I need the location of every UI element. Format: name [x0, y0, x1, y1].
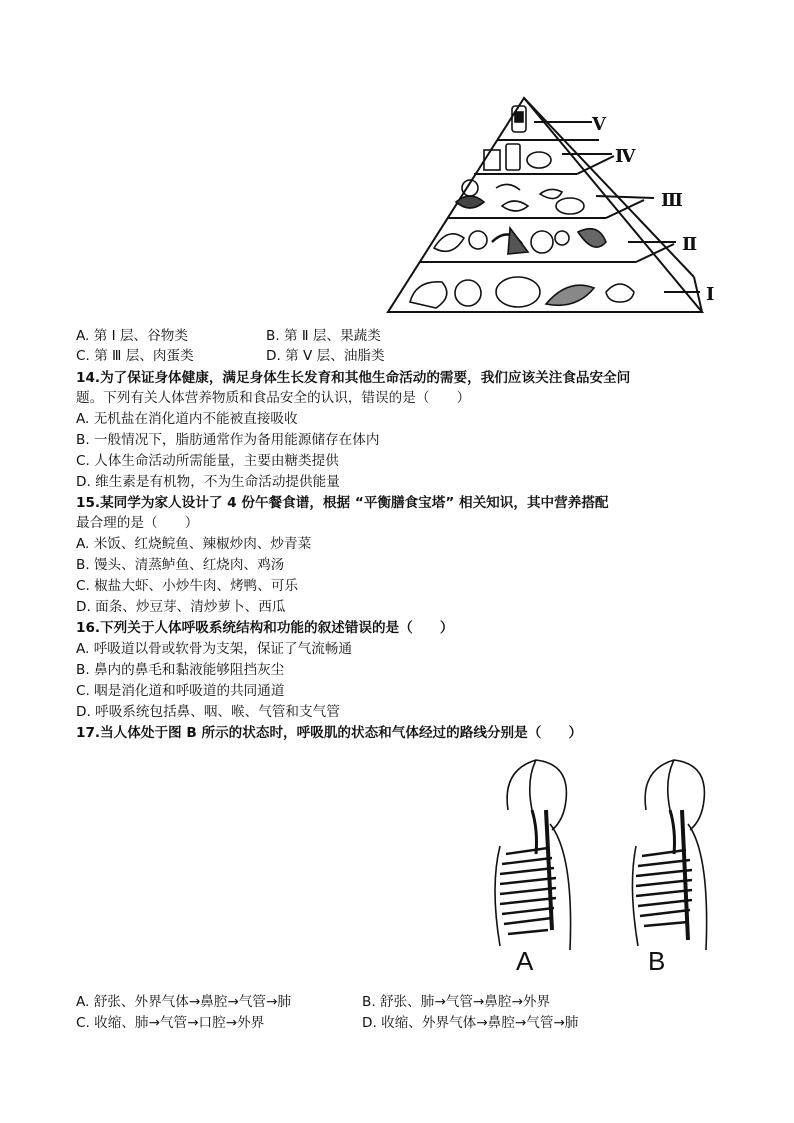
pyramid-label-ii: Ⅱ — [682, 234, 698, 255]
q15-option-d[interactable]: D. 面条、炒豆芽、清炒萝卜、西瓜 — [76, 599, 286, 615]
q14-option-d[interactable]: D. 维生素是有机物，不为生命活动提供能量 — [76, 474, 340, 490]
q14-stem-line1: 14.为了保证身体健康，满足身体生长发育和其他生命活动的需要，我们应该关注食品安全问 — [76, 370, 631, 386]
q13-option-a[interactable]: A. 第 Ⅰ 层、谷物类 — [76, 328, 188, 344]
q15-stem-line1: 15.某同学为家人设计了 4 份午餐食谱，根据 “平衡膳食宝塔” 相关知识，其中营养搭配 — [76, 495, 609, 511]
pyramid-label-iii: Ⅲ — [661, 190, 683, 211]
q17-stem: 17.当人体处于图 B 所示的状态时，呼吸肌的状态和气体经过的路线分别是（ ） — [76, 725, 583, 741]
q14-option-c[interactable]: C. 人体生命活动所需能量，主要由糖类提供 — [76, 453, 339, 469]
q14-option-a[interactable]: A. 无机盐在消化道内不能被直接吸收 — [76, 411, 298, 427]
q15-option-c[interactable]: C. 椒盐大虾、小炒牛肉、烤鸭、可乐 — [76, 578, 299, 594]
respiration-figure-b — [626, 750, 726, 950]
q14-option-b[interactable]: B. 一般情况下，脂肪通常作为备用能源储存在体内 — [76, 432, 380, 448]
q15-stem-line2: 最合理的是（ ） — [76, 515, 199, 531]
q13-option-c[interactable]: C. 第 Ⅲ 层、肉蛋类 — [76, 348, 194, 364]
q16-stem: 16.下列关于人体呼吸系统结构和功能的叙述错误的是（ ） — [76, 620, 454, 636]
pyramid-label-v: Ⅴ — [592, 114, 606, 135]
pyramid-label-iv: Ⅳ — [615, 146, 636, 167]
q16-option-d[interactable]: D. 呼吸系统包括鼻、咽、喉、气管和支气管 — [76, 704, 340, 720]
q15-option-a[interactable]: A. 米饭、红烧鲩鱼、辣椒炒肉、炒青菜 — [76, 536, 312, 552]
q17-option-d[interactable]: D. 收缩、外界气体→鼻腔→气管→肺 — [362, 1015, 579, 1031]
q16-option-b[interactable]: B. 鼻内的鼻毛和黏液能够阻挡灰尘 — [76, 662, 285, 678]
q17-option-b[interactable]: B. 舒张、肺→气管→鼻腔→外界 — [362, 994, 551, 1010]
q15-option-b[interactable]: B. 馒头、清蒸鲈鱼、红烧肉、鸡汤 — [76, 557, 285, 573]
respiration-label-a: A — [516, 946, 534, 976]
pyramid-label-i: Ⅰ — [706, 284, 715, 305]
respiration-figure-a — [488, 750, 588, 950]
q14-stem-line2: 题。下列有关人体营养物质和食品安全的认识，错误的是（ ） — [76, 390, 471, 406]
q16-option-c[interactable]: C. 咽是消化道和呼吸道的共同通道 — [76, 683, 285, 699]
q17-option-c[interactable]: C. 收缩、肺→气管→口腔→外界 — [76, 1015, 265, 1031]
q13-option-d[interactable]: D. 第 Ⅴ 层、油脂类 — [266, 348, 385, 364]
respiration-label-b: B — [648, 946, 666, 976]
q17-option-a[interactable]: A. 舒张、外界气体→鼻腔→气管→肺 — [76, 994, 291, 1010]
q13-option-b[interactable]: B. 第 Ⅱ 层、果蔬类 — [266, 328, 381, 344]
q16-option-a[interactable]: A. 呼吸道以骨或软骨为支架，保证了气流畅通 — [76, 641, 352, 657]
